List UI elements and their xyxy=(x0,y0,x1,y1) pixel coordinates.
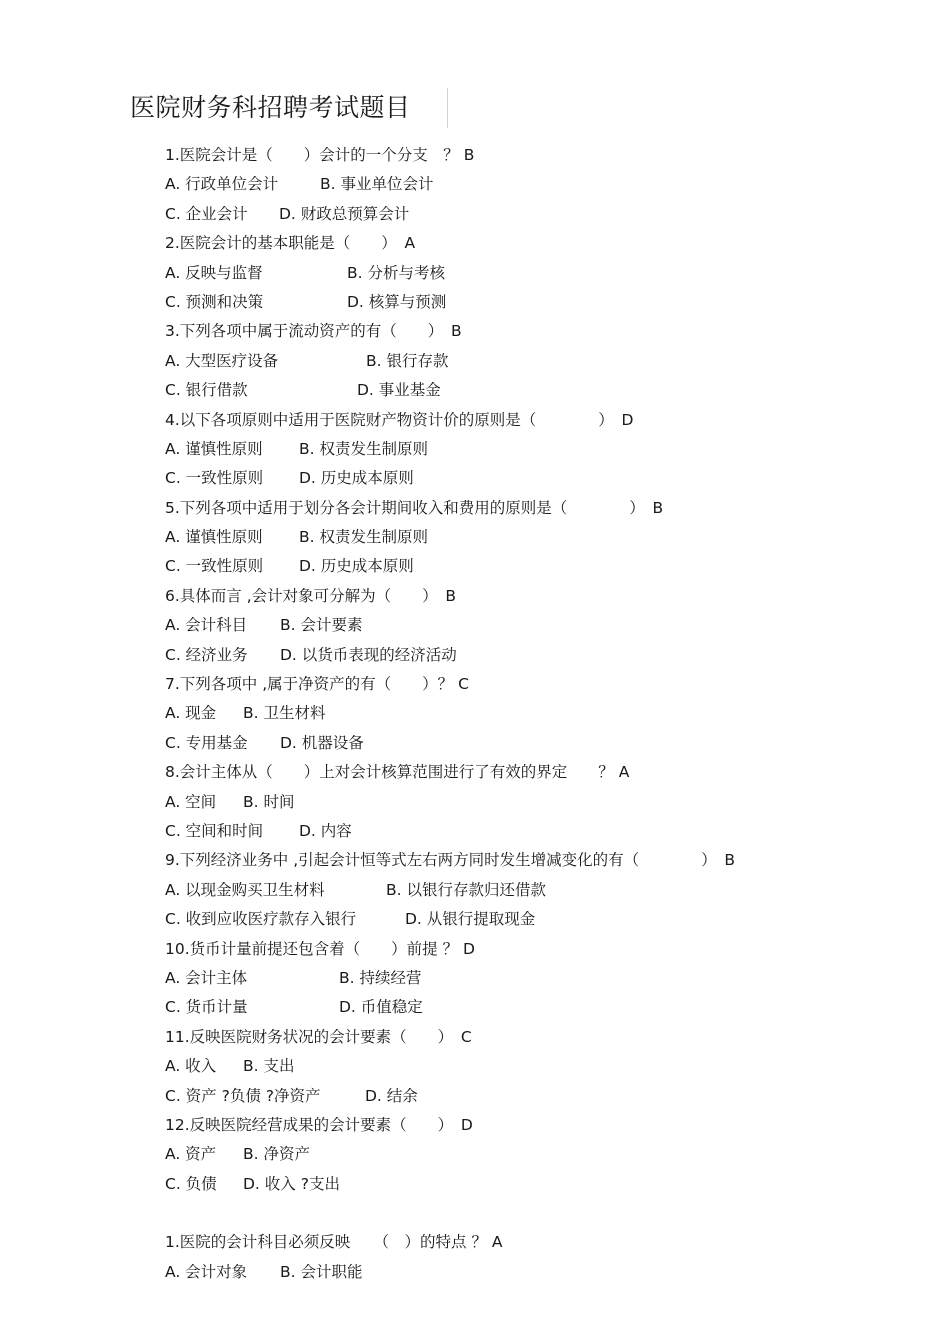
question-stem xyxy=(165,670,925,699)
option-left: C. 专用基金 xyxy=(165,733,248,752)
answer-options xyxy=(165,435,925,464)
option-right: D. 内容 xyxy=(299,821,352,840)
option-right: B. 会计要素 xyxy=(280,616,363,635)
option-right: D. 收入 ?支出 xyxy=(243,1174,340,1193)
question-stem xyxy=(165,758,925,787)
answer-options xyxy=(165,876,925,905)
question-text: 1.医院会计是（ ）会计的一个分支 ？ B xyxy=(165,146,475,164)
question-stem xyxy=(165,494,925,523)
question-text: 10.货币计量前提还包含着（ ）前提 ？ D xyxy=(165,939,475,958)
question-stem xyxy=(165,406,925,435)
answer-options xyxy=(165,552,925,581)
option-left: A. 会计对象 xyxy=(165,1262,248,1281)
title-divider xyxy=(447,88,448,128)
answer-options xyxy=(165,1140,925,1169)
answer-options xyxy=(165,1052,925,1081)
answer-options xyxy=(165,1082,925,1111)
option-left: C. 一致性原则 xyxy=(165,469,264,488)
option-right: D. 财政总预算会计 xyxy=(279,204,410,223)
option-left: C. 一致性原则 xyxy=(165,557,264,576)
question-text: 2.医院会计的基本职能是（ ） A xyxy=(165,234,416,253)
answer-options xyxy=(165,288,925,317)
option-right: D. 事业基金 xyxy=(357,381,441,400)
question-stem xyxy=(165,582,925,611)
answer-options xyxy=(165,200,925,229)
question-text: 5.下列各项中适用于划分各会计期间收入和费用的原则是（ ） B xyxy=(165,498,664,517)
option-right: D. 历史成本原则 xyxy=(299,469,414,488)
question-stem xyxy=(165,317,925,346)
answer-options xyxy=(165,729,925,758)
answer-options xyxy=(165,641,925,670)
option-right: B. 以银行存款归还借款 xyxy=(386,880,546,899)
answer-options xyxy=(165,1170,925,1199)
answer-options xyxy=(165,699,925,728)
option-right: D. 历史成本原则 xyxy=(299,557,414,576)
question-stem xyxy=(165,935,925,964)
option-left: C. 经济业务 xyxy=(165,645,248,664)
option-left: A. 现金 xyxy=(165,704,217,723)
option-left: A. 反映与监督 xyxy=(165,263,263,282)
answer-options xyxy=(165,464,925,493)
option-right: D. 以货币表现的经济活动 xyxy=(280,645,457,664)
option-left: A. 谨慎性原则 xyxy=(165,439,263,458)
option-left: C. 银行借款 xyxy=(165,381,248,400)
option-right: D. 从银行提取现金 xyxy=(405,910,536,929)
option-left: C. 负债 xyxy=(165,1174,217,1193)
option-left: A. 会计科目 xyxy=(165,616,248,635)
option-right: B. 权责发生制原则 xyxy=(299,528,428,547)
answer-options xyxy=(165,347,925,376)
page-title: 医院财务科招聘考试题目 xyxy=(130,93,411,122)
answer-options xyxy=(165,964,925,993)
option-left: A. 谨慎性原则 xyxy=(165,528,263,547)
option-left: C. 企业会计 xyxy=(165,204,248,223)
question-text: 6.具体而言 ,会计对象可分解为（ ） B xyxy=(165,586,457,605)
answer-options xyxy=(165,170,925,199)
answer-options xyxy=(165,788,925,817)
option-left: A. 以现金购买卫生材料 xyxy=(165,880,325,899)
option-left: A. 资产 xyxy=(165,1145,217,1164)
option-right: B. 卫生材料 xyxy=(243,704,326,723)
option-left: C. 货币计量 xyxy=(165,998,248,1017)
answer-options xyxy=(165,905,925,934)
option-right: B. 分析与考核 xyxy=(347,263,445,282)
option-right: B. 时间 xyxy=(243,792,295,811)
question-list xyxy=(165,141,925,1287)
option-left: A. 大型医疗设备 xyxy=(165,351,279,370)
option-right: D. 结余 xyxy=(365,1086,418,1105)
option-right: D. 币值稳定 xyxy=(339,998,423,1017)
option-left: A. 空间 xyxy=(165,792,217,811)
question-stem xyxy=(165,1111,925,1140)
option-right: B. 支出 xyxy=(243,1057,295,1076)
option-left: C. 收到应收医疗款存入银行 xyxy=(165,910,357,929)
option-right: B. 事业单位会计 xyxy=(320,175,434,194)
question-stem xyxy=(165,846,925,875)
answer-options xyxy=(165,611,925,640)
option-right: D. 核算与预测 xyxy=(347,292,447,311)
option-left: A. 会计主体 xyxy=(165,968,248,987)
option-left: C. 资产 ?负债 ?净资产 xyxy=(165,1086,321,1105)
answer-options xyxy=(165,523,925,552)
question-text: 9.下列经济业务中 ,引起会计恒等式左右两方同时发生增减变化的有（ ） B xyxy=(165,851,736,870)
question-text: 3.下列各项中属于流动资产的有（ ） B xyxy=(165,322,462,341)
option-left: A. 行政单位会计 xyxy=(165,175,279,194)
question-stem xyxy=(165,229,925,258)
option-left: A. 收入 xyxy=(165,1057,217,1076)
question-text: 1.医院的会计科目必须反映 （ ）的特点 ？ A xyxy=(165,1233,503,1252)
option-right: B. 会计职能 xyxy=(280,1262,363,1281)
answer-options xyxy=(165,259,925,288)
option-right: B. 持续经营 xyxy=(339,968,422,987)
question-stem xyxy=(165,141,925,170)
question-text: 11.反映医院财务状况的会计要素（ ） C xyxy=(165,1027,472,1046)
option-left: C. 预测和决策 xyxy=(165,292,264,311)
question-text: 12.反映医院经营成果的会计要素（ ） D xyxy=(165,1115,473,1134)
answer-options xyxy=(165,376,925,405)
answer-options xyxy=(165,817,925,846)
option-right: B. 银行存款 xyxy=(366,351,449,370)
question-text: 7.下列各项中 ,属于净资产的有（ ）？ C xyxy=(165,675,469,694)
section-gap xyxy=(165,1199,925,1228)
answer-options xyxy=(165,993,925,1022)
option-left: C. 空间和时间 xyxy=(165,821,264,840)
question-stem xyxy=(165,1023,925,1052)
option-right: D. 机器设备 xyxy=(280,733,364,752)
question-stem xyxy=(165,1228,925,1257)
question-text: 8.会计主体从（ ）上对会计核算范围进行了有效的界定 ？ A xyxy=(165,763,630,782)
option-right: B. 净资产 xyxy=(243,1145,310,1164)
answer-options xyxy=(165,1258,925,1287)
question-text: 4.以下各项原则中适用于医院财产物资计价的原则是（ ） D xyxy=(165,410,634,429)
option-right: B. 权责发生制原则 xyxy=(299,439,428,458)
